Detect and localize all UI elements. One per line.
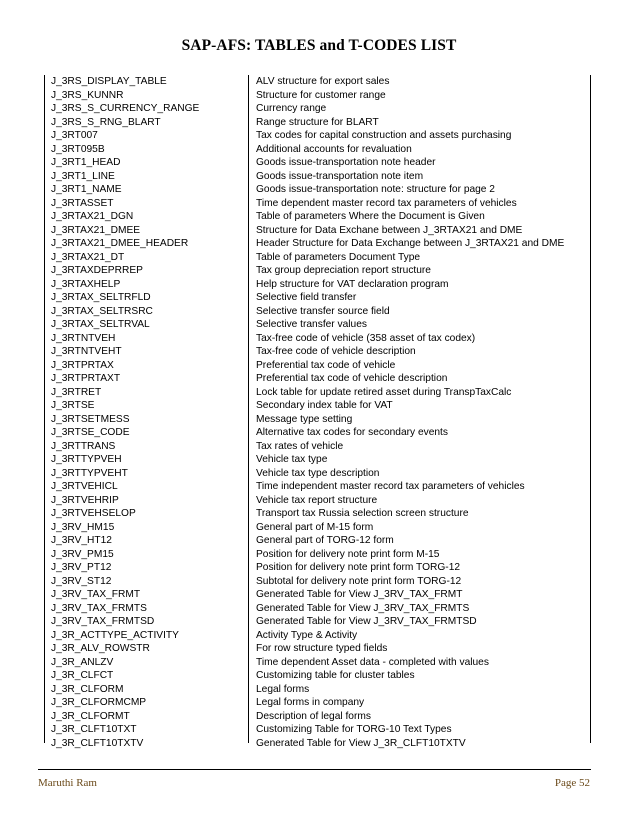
table-code-cell: J_3RTAX21_DMEE_HEADER (51, 238, 189, 249)
table-code-cell: J_3RT1_LINE (51, 170, 115, 182)
table-description-cell: Header Structure for Data Exchange between J_3RTAX21 and DME (256, 238, 565, 249)
table-description-cell: Goods issue-transportation note: structure for page 2 (256, 184, 495, 195)
table-row (44, 332, 591, 346)
table-description-cell: Selective field transfer (256, 292, 357, 303)
table-row (44, 210, 591, 224)
table-code-cell: J_3R_CLFORMT (51, 710, 130, 722)
table-description-cell: Goods issue-transportation note item (256, 170, 424, 182)
table-row (44, 237, 591, 251)
table-code-cell: J_3RTRET (51, 386, 102, 398)
table-code-cell: J_3RV_PT12 (51, 562, 112, 573)
table-description-cell: Structure for customer range (256, 89, 386, 101)
table-code-cell: J_3R_CLFORMCMP (51, 697, 147, 708)
table-description-cell: Description of legal forms (256, 710, 371, 722)
table-code-cell: J_3RTPRTAXT (51, 373, 121, 384)
table-description-cell: Activity Type & Activity (256, 629, 358, 641)
table-description-cell: General part of M-15 form (256, 521, 374, 533)
table-code-cell: J_3RTVEHSELOP (51, 508, 136, 519)
table-row (44, 548, 591, 562)
table-description-cell: Lock table for update retired asset during TranspTaxCalc (256, 386, 512, 398)
table-description-cell: Legal forms (256, 683, 310, 695)
table-description-cell: Vehicle tax type (256, 454, 328, 465)
table-description-cell: Preferential tax code of vehicle (256, 359, 396, 371)
table-row (44, 696, 591, 710)
table-code-cell: J_3RS_DISPLAY_TABLE (51, 76, 167, 87)
table-row (44, 251, 591, 265)
table-code-cell: J_3R_CLFT10TXTV (51, 737, 144, 749)
table-description-cell: For row structure typed fields (256, 643, 388, 654)
table-description-cell: Time dependent master record tax parameters of vehicles (256, 197, 517, 209)
table-description-cell: Generated Table for View J_3R_CLFT10TXTV (256, 737, 466, 749)
table-description-cell: Table of parameters Where the Document is Given (256, 211, 485, 222)
table-description-cell: Selective transfer source field (256, 305, 390, 317)
table-code-cell: J_3RTAX_SELTRFLD (51, 292, 151, 303)
table-code-cell: J_3R_ANLZV (51, 656, 114, 668)
table-description-cell: Generated Table for View J_3RV_TAX_FRMTSD (256, 616, 477, 627)
table-row (44, 629, 591, 643)
table-description-cell: General part of TORG-12 form (256, 535, 394, 546)
table-row (44, 494, 591, 508)
table-code-cell: J_3RT1_NAME (51, 184, 122, 195)
table-row (44, 305, 591, 319)
table-code-cell: J_3RT007 (51, 130, 98, 141)
table-row (44, 507, 591, 521)
table-code-cell: J_3R_CLFCT (51, 670, 114, 681)
table-description-cell: Goods issue-transportation note header (256, 157, 436, 168)
table-code-cell: J_3RV_HM15 (51, 521, 115, 533)
table-description-cell: Message type setting (256, 413, 353, 425)
table-description-cell: Position for delivery note print form M-15 (256, 548, 440, 560)
table-row (44, 372, 591, 386)
table-description-cell: Structure for Data Exchane between J_3RTAX21 and DME (256, 224, 523, 236)
table-description-cell: Additional accounts for revaluation (256, 143, 412, 155)
table-description-cell: Secondary index table for VAT (256, 400, 393, 411)
table-row (44, 197, 591, 211)
table-row (44, 521, 591, 535)
table-code-cell: J_3RTNTVEH (51, 332, 116, 344)
table-description-cell: Customizing table for cluster tables (256, 670, 415, 681)
table-row (44, 534, 591, 548)
table-description-cell: Generated Table for View J_3RV_TAX_FRMTS (256, 602, 470, 614)
table-row (44, 737, 591, 751)
table-row (44, 264, 591, 278)
table-code-cell: J_3RT1_HEAD (51, 157, 121, 168)
table-code-cell: J_3RTSETMESS (51, 413, 130, 425)
table-code-cell: J_3R_CLFT10TXT (51, 724, 137, 735)
table-description-cell: Tax group depreciation report structure (256, 265, 431, 276)
table-description-cell: ALV structure for export sales (256, 76, 390, 87)
table-description-cell: Time independent master record tax parameters of vehicles (256, 481, 525, 492)
table-row (44, 683, 591, 697)
table-row (44, 561, 591, 575)
table-row (44, 116, 591, 130)
table-row (44, 399, 591, 413)
table-row (44, 89, 591, 103)
table-row (44, 345, 591, 359)
table-code-cell: J_3R_CLFORM (51, 683, 124, 695)
table-code-cell: J_3RTAX21_DGN (51, 211, 134, 222)
table-row (44, 656, 591, 670)
table-code-cell: J_3RTTYPVEH (51, 454, 122, 465)
table-description-cell: Preferential tax code of vehicle description (256, 373, 448, 384)
table-row (44, 723, 591, 737)
table-description-cell: Transport tax Russia selection screen structure (256, 508, 469, 519)
table-code-cell: J_3RTSE_CODE (51, 427, 130, 438)
table-row (44, 102, 591, 116)
footer-divider (38, 769, 591, 770)
footer-author: Maruthi Ram (38, 777, 97, 789)
table-description-cell: Range structure for BLART (256, 116, 379, 128)
table-code-cell: J_3RTVEHRIP (51, 494, 119, 506)
table-row (44, 615, 591, 629)
table-description-cell: Tax-free code of vehicle (358 asset of tax codex) (256, 332, 476, 344)
table-code-cell: J_3RTTYPVEHT (51, 467, 128, 479)
page-title: SAP-AFS: TABLES and T-CODES LIST (181, 37, 457, 54)
table-code-cell: J_3R_ALV_ROWSTR (51, 643, 150, 654)
table-code-cell: J_3R_ACTTYPE_ACTIVITY (51, 629, 179, 641)
table-code-cell: J_3RV_TAX_FRMTSD (51, 616, 155, 627)
footer-page-number: Page 52 (554, 777, 590, 789)
table-row (44, 170, 591, 184)
table-row (44, 129, 591, 143)
table-code-cell: J_3RTPRTAX (51, 359, 114, 371)
table-description-cell: Customizing Table for TORG-10 Text Types (256, 724, 452, 735)
table-code-cell: J_3RS_S_RNG_BLART (51, 116, 161, 128)
table-description-cell: Vehicle tax report structure (256, 494, 378, 506)
table-rows (44, 75, 591, 750)
table-code-cell: J_3RTAX21_DT (51, 251, 125, 263)
table-description-cell: Currency range (256, 103, 327, 114)
table-code-cell: J_3RV_TAX_FRMT (51, 589, 141, 600)
table-row (44, 156, 591, 170)
table-code-cell: J_3RTTRANS (51, 440, 116, 452)
table-description-cell: Selective transfer values (256, 319, 367, 330)
table-code-cell: J_3RTAX21_DMEE (51, 224, 141, 236)
table-row (44, 588, 591, 602)
table-code-cell: J_3RTAX_SELTRVAL (51, 319, 150, 330)
table-description-cell: Legal forms in company (256, 697, 365, 708)
table-description-cell: Time dependent Asset data - completed with values (256, 656, 489, 668)
table-description-cell: Table of parameters Document Type (256, 251, 421, 263)
table-description-cell: Generated Table for View J_3RV_TAX_FRMT (256, 589, 463, 600)
table-row (44, 278, 591, 292)
table-row (44, 413, 591, 427)
table-row (44, 291, 591, 305)
table-row (44, 669, 591, 683)
table-row (44, 426, 591, 440)
table-row (44, 318, 591, 332)
tcode-table (44, 75, 591, 749)
table-row (44, 183, 591, 197)
table-code-cell: J_3RTAXDEPRREP (51, 265, 143, 276)
table-row (44, 143, 591, 157)
table-code-cell: J_3RS_KUNNR (51, 89, 124, 101)
table-code-cell: J_3RTVEHICL (51, 481, 118, 492)
table-code-cell: J_3RV_TAX_FRMTS (51, 602, 147, 614)
table-row (44, 386, 591, 400)
table-code-cell: J_3RTAXHELP (51, 278, 121, 290)
table-row (44, 480, 591, 494)
table-row (44, 642, 591, 656)
table-code-cell: J_3RS_S_CURRENCY_RANGE (51, 103, 200, 114)
table-row (44, 453, 591, 467)
table-description-cell: Alternative tax codes for secondary events (256, 427, 448, 438)
table-code-cell: J_3RV_PM15 (51, 548, 114, 560)
table-description-cell: Help structure for VAT declaration program (256, 278, 449, 290)
table-description-cell: Position for delivery note print form TORG-12 (256, 562, 461, 573)
table-code-cell: J_3RTNTVEHT (51, 346, 122, 357)
table-code-cell: J_3RT095B (51, 143, 105, 155)
table-row (44, 440, 591, 454)
table-code-cell: J_3RTSE (51, 400, 95, 411)
table-code-cell: J_3RV_HT12 (51, 535, 112, 546)
table-row (44, 710, 591, 724)
table-row (44, 602, 591, 616)
table-row (44, 224, 591, 238)
table-row (44, 467, 591, 481)
table-row (44, 359, 591, 373)
table-description-cell: Tax rates of vehicle (256, 440, 344, 452)
table-row (44, 75, 591, 89)
table-description-cell: Tax-free code of vehicle description (256, 346, 416, 357)
table-description-cell: Subtotal for delivery note print form TORG-12 (256, 575, 462, 587)
table-code-cell: J_3RTAX_SELTRSRC (51, 305, 153, 317)
table-description-cell: Vehicle tax type description (256, 467, 380, 479)
table-code-cell: J_3RTASSET (51, 197, 114, 209)
table-row (44, 575, 591, 589)
table-code-cell: J_3RV_ST12 (51, 575, 112, 587)
table-description-cell: Tax codes for capital construction and assets purchasing (256, 130, 512, 141)
